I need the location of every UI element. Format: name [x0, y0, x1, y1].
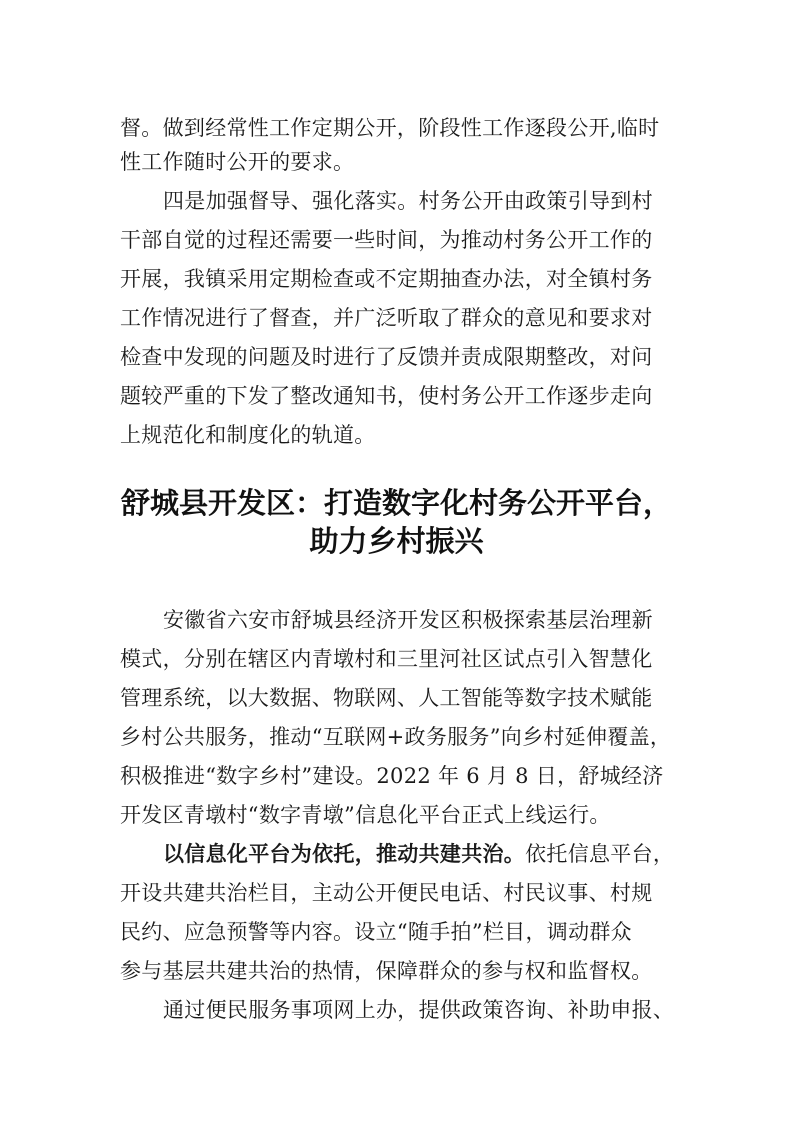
text-line: 干部自觉的过程还需要一些时间，为推动村务公开工作的: [120, 228, 653, 252]
paragraph-lead-bold: 以信息化平台为依托，推动共建共治。: [163, 842, 526, 866]
text-line: 模式，分别在辖区内青墩村和三里河社区试点引入智慧化: [120, 647, 653, 671]
text-line: 性工作随时公开的要求。: [120, 150, 355, 174]
text-line: 上规范化和制度化的轨道。: [120, 423, 376, 447]
text-line: 工作情况进行了督查，并广泛听取了群众的意见和要求对: [120, 306, 653, 330]
text-line: 四是加强督导、强化落实。村务公开由政策引导到村: [163, 189, 653, 213]
article-title-line-1: 舒城县开发区：打造数字化村务公开平台，: [120, 486, 672, 520]
text-line: 开发区青墩村“数字青墩”信息化平台正式上线运行。: [120, 803, 611, 827]
text-line: 督。做到经常性工作定期公开，阶段性工作逐段公开,临时: [120, 116, 660, 140]
text-line: [163, 840, 674, 868]
text-line: 安徽省六安市舒城县经济开发区积极探索基层治理新: [163, 608, 653, 632]
text-line: 积极推进“数字乡村”建设。2022 年 6 月 8 日，舒城经济: [120, 764, 664, 788]
paragraph-lead-rest: 依托信息平台，: [525, 842, 675, 866]
text-line: 通过便民服务事项网上办，提供政策咨询、补助申报、: [163, 998, 675, 1022]
text-line: 题较严重的下发了整改通知书，使村务公开工作逐步走向: [120, 384, 653, 408]
text-line: 参与基层共建共治的热情，保障群众的参与权和监督权。: [120, 959, 653, 983]
text-line: 开展，我镇采用定期检查或不定期抽查办法，对全镇村务: [120, 267, 653, 291]
text-line: 管理系统，以大数据、物联网、人工智能等数字技术赋能: [120, 686, 653, 710]
text-line: 乡村公共服务，推动“互联网+政务服务”向乡村延伸覆盖，: [120, 725, 672, 749]
text-line: 开设共建共治栏目，主动公开便民电话、村民议事、村规: [120, 881, 653, 905]
text-line: 民约、应急预警等内容。设立“随手拍”栏目，调动群众: [120, 920, 632, 944]
text-line: 检查中发现的问题及时进行了反馈并责成限期整改，对问: [120, 345, 653, 369]
article-title-line-2: 助力乡村振兴: [309, 524, 484, 558]
